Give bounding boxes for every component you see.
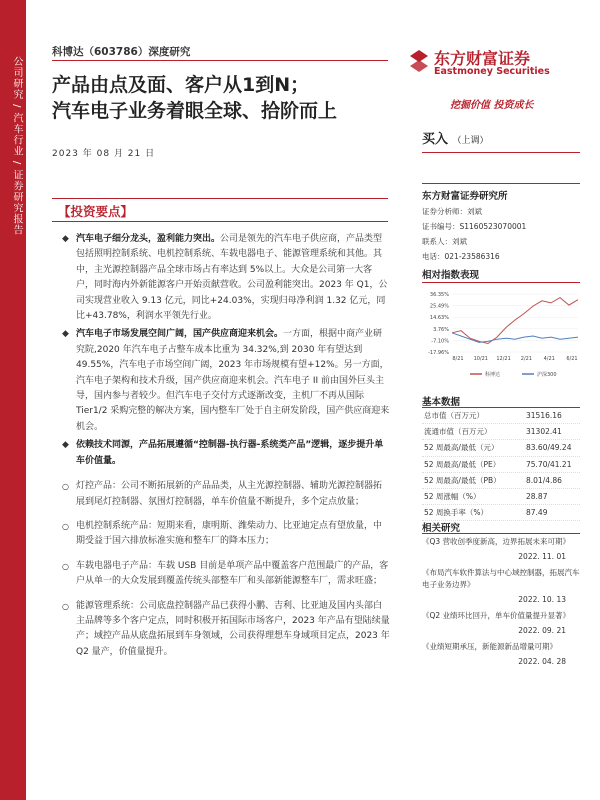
y-tick-label: 3.76% [433, 326, 449, 333]
brand-slogan: 挖掘价值 投资成长 [450, 100, 534, 111]
institute-divider [422, 183, 580, 184]
related-title: 相关研究 [422, 523, 461, 534]
y-tick-label: -17.96% [428, 350, 449, 356]
title-line-2: 汽车电子业务着眼全球、拾阶而上 [52, 100, 338, 122]
row-label: 52 周最高/最低（PB） [424, 475, 501, 485]
basic-data-table [422, 408, 580, 521]
analyst-line: 电话：021-23586316 [422, 252, 500, 261]
key-points-header: 【投资要点】 [58, 204, 134, 219]
y-tick-label: -7.10% [431, 338, 449, 345]
row-value: 8.01/4.86 [526, 475, 562, 485]
analyst-line: 联系人：刘斌 [422, 237, 467, 246]
table-row [422, 489, 580, 505]
list-item[interactable] [422, 641, 580, 666]
brand-name-cn: 东方财富证券 [434, 49, 531, 68]
sidebar-category-text: 公司研究 / 汽车行业 / 证券研究报告 [11, 56, 22, 236]
related-report-date: 2022. 09. 21 [518, 626, 566, 635]
page-title [52, 72, 392, 124]
rating-label: 买入 [422, 132, 449, 147]
row-label: 52 周最高/最低（元） [424, 443, 499, 453]
x-tick-label: 8/21 [452, 356, 464, 362]
table-row [422, 408, 580, 424]
sub-point-text: 能源管理系统：公司底盘控制器产品已获得小鹏、吉利、比亚迪及国内头部白主品牌等多个客户定点，同时积极开拓国际市场客户，2023 年产品有望陆续量产；域控产品从底盘拓展到车身领域，公司获得理想车身域项目定点，2023 年 Q2 量产，价值量提升。 [76, 600, 390, 657]
row-value: 83.60/49.24 [526, 443, 572, 453]
row-label: 52 周换手率（%） [424, 508, 489, 518]
report-date: 2023 年 08 月 21 日 [52, 149, 156, 159]
table-row [422, 505, 580, 521]
relative-performance-chart [422, 288, 582, 388]
legend-label: 沪深300 [537, 372, 557, 378]
x-tick-label: 6/21 [566, 356, 578, 362]
related-report-title[interactable]: 《业绩短期承压，新能源新品增量可期》 [422, 642, 557, 651]
row-label: 总市值（百万元） [424, 411, 484, 421]
key-point [60, 232, 390, 324]
sub-point [60, 559, 390, 590]
circle-bullet-icon: ○ [62, 601, 69, 611]
legend-label: 科博达 [485, 372, 501, 378]
key-point-text: 公司是领先的汽车电子供应商，产品类型包括照明控制系统、电机控制系统、车载电器电子、能源管理系统和其他。其中，主光源控制器产品全球市场占有率达到 5%以上。大众是公司第一大客户，同时海内外新能源客户开始贡献营收。公司盈利能突出。2023 年 Q1，公司实现营业收入 9.13 亿元，同比+24.03%，实现归母净利润 1.32 亿元，同比+43.78%，利润水平领先行业。 [76, 234, 388, 322]
sub-point [60, 479, 390, 510]
title-line-1: 产品由点及面、客户从1到N； [52, 74, 310, 96]
related-divider [422, 533, 580, 534]
circle-bullet-icon: ○ [62, 482, 69, 492]
row-value: 31302.41 [526, 427, 562, 437]
key-point-text: 一方面，根据中商产业研究院,2020 年汽车电子占整车成本比重为 34.32%,到 2030 年有望达到 49.55%，汽车电子市场空间广阔，2023 年市场规模有望+12%。另一方面，汽车电子架构和技术升级，国产供应商迎来机会。汽车电子 II 前由国外巨头主导，国内参与者较少。但汽车电子交付方式逐渐改变，主机厂不再从国际 Tier1/2 采购完整的解决方案，国内整车厂处于自主研发阶段，国产供应商迎来机会。 [76, 329, 390, 432]
brand-name-en: Eastmoney Securities [434, 66, 550, 77]
related-list [422, 536, 580, 672]
list-item[interactable] [422, 610, 580, 635]
row-value: 31516.16 [526, 411, 562, 421]
circle-bullet-icon: ○ [62, 521, 69, 531]
header-divider [52, 60, 388, 61]
analyst-line: 证券分析师：刘斌 [422, 207, 482, 216]
diamond-bullet-icon: ◆ [62, 440, 69, 451]
sub-point [60, 599, 390, 661]
table-row [422, 424, 580, 440]
table-row [422, 457, 580, 473]
y-tick-label: 36.35% [429, 292, 449, 298]
y-tick-label: 25.49% [429, 303, 449, 310]
diamond-bullet-icon: ◆ [62, 234, 69, 244]
x-tick-label: 10/21 [473, 356, 489, 362]
row-label: 52 周涨幅（%） [424, 492, 481, 502]
sub-point-text: 电机控制系统产品：短期来看，康明斯、潍柴动力、比亚迪定点有望放量，中期受益于国六排放标准实施和整车厂的降本压力； [76, 520, 383, 547]
series-line [452, 298, 578, 344]
table-row [422, 440, 580, 456]
row-value: 75.70/41.21 [526, 459, 572, 469]
perf-chart-divider [422, 282, 580, 283]
key-point-lead: 依赖技术同源，产品拓展遵循“控制器-执行器-系统类产品”逻辑，逐步提升单车价值量。 [76, 440, 384, 466]
rating-divider [422, 152, 580, 153]
row-value: 87.49 [526, 508, 548, 518]
rating [422, 128, 489, 147]
list-item[interactable] [422, 536, 580, 561]
related-report-date: 2022. 11. 01 [518, 552, 566, 561]
key-point [60, 327, 390, 435]
x-tick-label: 12/21 [496, 356, 511, 362]
list-item[interactable] [422, 567, 580, 604]
row-label: 流通市值（百万元） [424, 427, 492, 437]
analyst-line: 证书编号：S1160523070001 [422, 222, 527, 231]
related-report-date: 2022. 04. 28 [518, 657, 566, 666]
key-point-lead: 汽车电子细分龙头，盈利能力突出。 [76, 234, 221, 244]
key-points-body [60, 232, 390, 669]
sub-point [60, 519, 390, 550]
institute-name: 东方财富证券研究所 [422, 191, 508, 202]
y-tick-label: 14.63% [429, 315, 449, 322]
related-report-title[interactable]: 《布局汽车软件算法与中心域控制器，拓展汽车电子业务边界》 [422, 568, 580, 589]
brand-logo-icon [408, 48, 430, 74]
perf-chart-title: 相对指数表现 [422, 270, 480, 281]
basic-data-title: 基本数据 [422, 397, 461, 408]
key-point-lead: 汽车电子市场发展空间广阔，国产供应商迎来机会。 [76, 329, 284, 340]
rating-note: （上调） [452, 136, 489, 146]
row-label: 52 周最高/最低（PE） [424, 459, 501, 469]
sub-point-text: 灯控产品：公司不断拓展新的产品品类，从主光源控制器、辅助光源控制器拓展到尾灯控制器、氛围灯控制器，单车价值量不断提升，多个定点放量； [76, 481, 383, 507]
related-report-title[interactable]: 《Q2 业绩环比回升，单车价值量提升显著》 [422, 611, 571, 620]
stock-line: 科博达（603786）深度研究 [52, 46, 191, 58]
x-tick-label: 2/21 [520, 356, 533, 362]
sub-point-text: 车载电器电子产品：车载 USB 目前是单项产品中覆盖客户范围最广的产品，客户从单一的大众发展到覆盖传统头部整车厂和头部新能源整车厂，需求旺盛； [76, 560, 389, 587]
diamond-bullet-icon: ◆ [62, 329, 69, 340]
x-tick-label: 4/21 [543, 356, 555, 362]
related-report-date: 2022. 10. 13 [518, 595, 566, 604]
row-value: 28.87 [526, 492, 548, 502]
related-report-title[interactable]: 《Q3 营收创季度新高，边界拓展未来可期》 [422, 537, 571, 546]
circle-bullet-icon: ○ [62, 561, 69, 571]
series-line [452, 333, 578, 343]
table-row [422, 473, 580, 489]
key-point [60, 438, 390, 469]
